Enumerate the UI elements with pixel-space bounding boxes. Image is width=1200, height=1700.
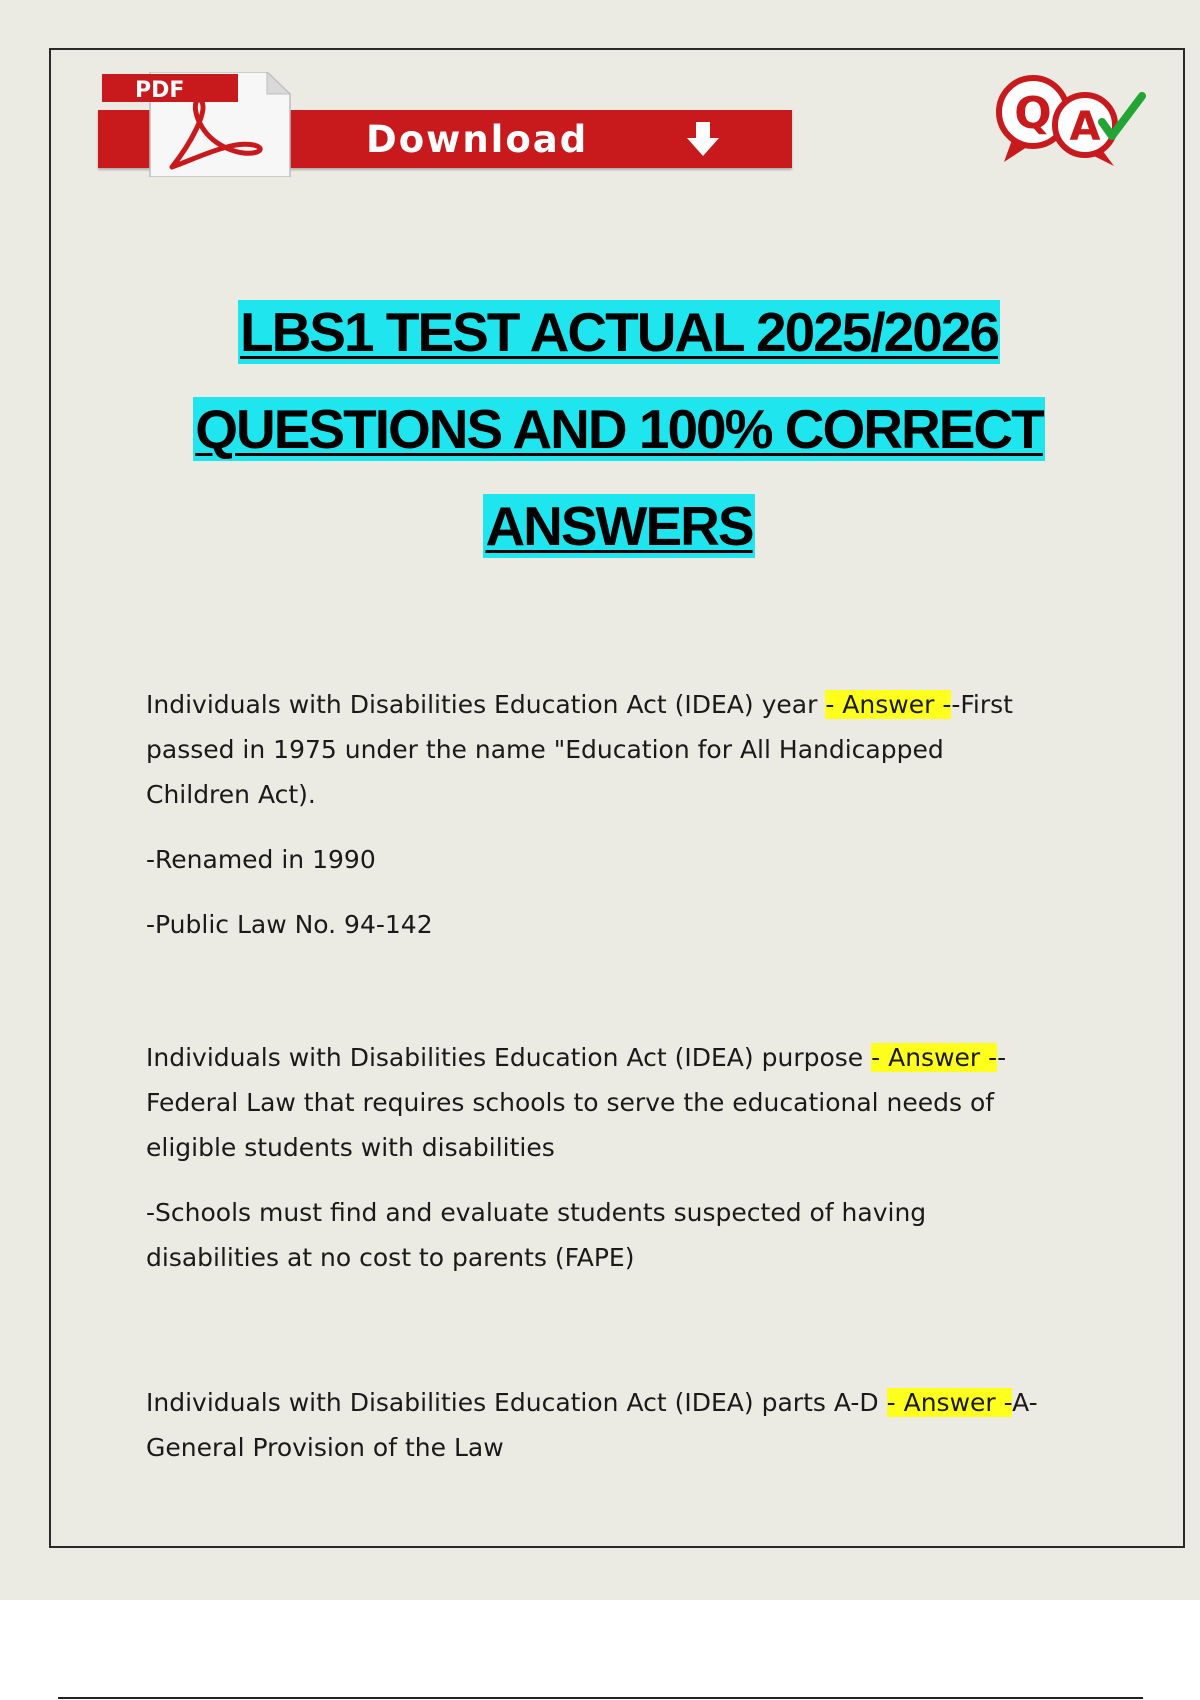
question-text: Individuals with Disabilities Education Act (IDEA) parts A-D [146, 1388, 887, 1417]
title-line-1: LBS1 TEST ACTUAL 2025/2026 [239, 301, 998, 363]
question-text: Individuals with Disabilities Education Act (IDEA) purpose [146, 1043, 872, 1072]
document-title [120, 300, 1118, 591]
title-line-2: QUESTIONS AND 100% CORRECT [195, 398, 1043, 460]
pdf-file-icon [102, 72, 292, 177]
answer-detail: -Public Law No. 94-142 [146, 910, 433, 939]
question-text: Individuals with Disabilities Education Act (IDEA) year [146, 690, 826, 719]
answer-marker: - Answer - [825, 690, 952, 719]
answer-text: - [997, 1043, 1007, 1072]
qa-item-2 [146, 1035, 1096, 1280]
pdf-badge-text: PDF [135, 78, 185, 103]
answer-detail: -Renamed in 1990 [146, 845, 376, 874]
qa-item-1 [146, 682, 1096, 947]
answer-line: Federal Law that requires schools to serve the educational needs of [146, 1088, 995, 1117]
answer-text: A- [1012, 1388, 1038, 1417]
download-label: Download [366, 118, 589, 161]
answer-line: eligible students with disabilities [146, 1133, 555, 1162]
answer-line: General Provision of the Law [146, 1433, 504, 1462]
qa-logo-q: Q [1014, 88, 1052, 139]
qa-item-3 [146, 1380, 1096, 1470]
answer-text: -First [951, 690, 1013, 719]
answer-line: passed in 1975 under the name "Education for All Handicapped [146, 735, 944, 764]
answer-line: Children Act). [146, 780, 316, 809]
qa-content [146, 682, 1096, 1470]
title-line-3: ANSWERS [485, 495, 753, 557]
bottom-divider [58, 1697, 1143, 1699]
answer-marker: - Answer - [886, 1388, 1013, 1417]
answer-detail: disabilities at no cost to parents (FAPE) [146, 1243, 635, 1272]
download-arrow-icon [683, 120, 723, 160]
answer-marker: - Answer - [871, 1043, 998, 1072]
qa-logo-icon [990, 70, 1150, 170]
qa-logo-a: A [1069, 104, 1101, 150]
answer-detail: -Schools must find and evaluate students suspected of having [146, 1198, 927, 1227]
